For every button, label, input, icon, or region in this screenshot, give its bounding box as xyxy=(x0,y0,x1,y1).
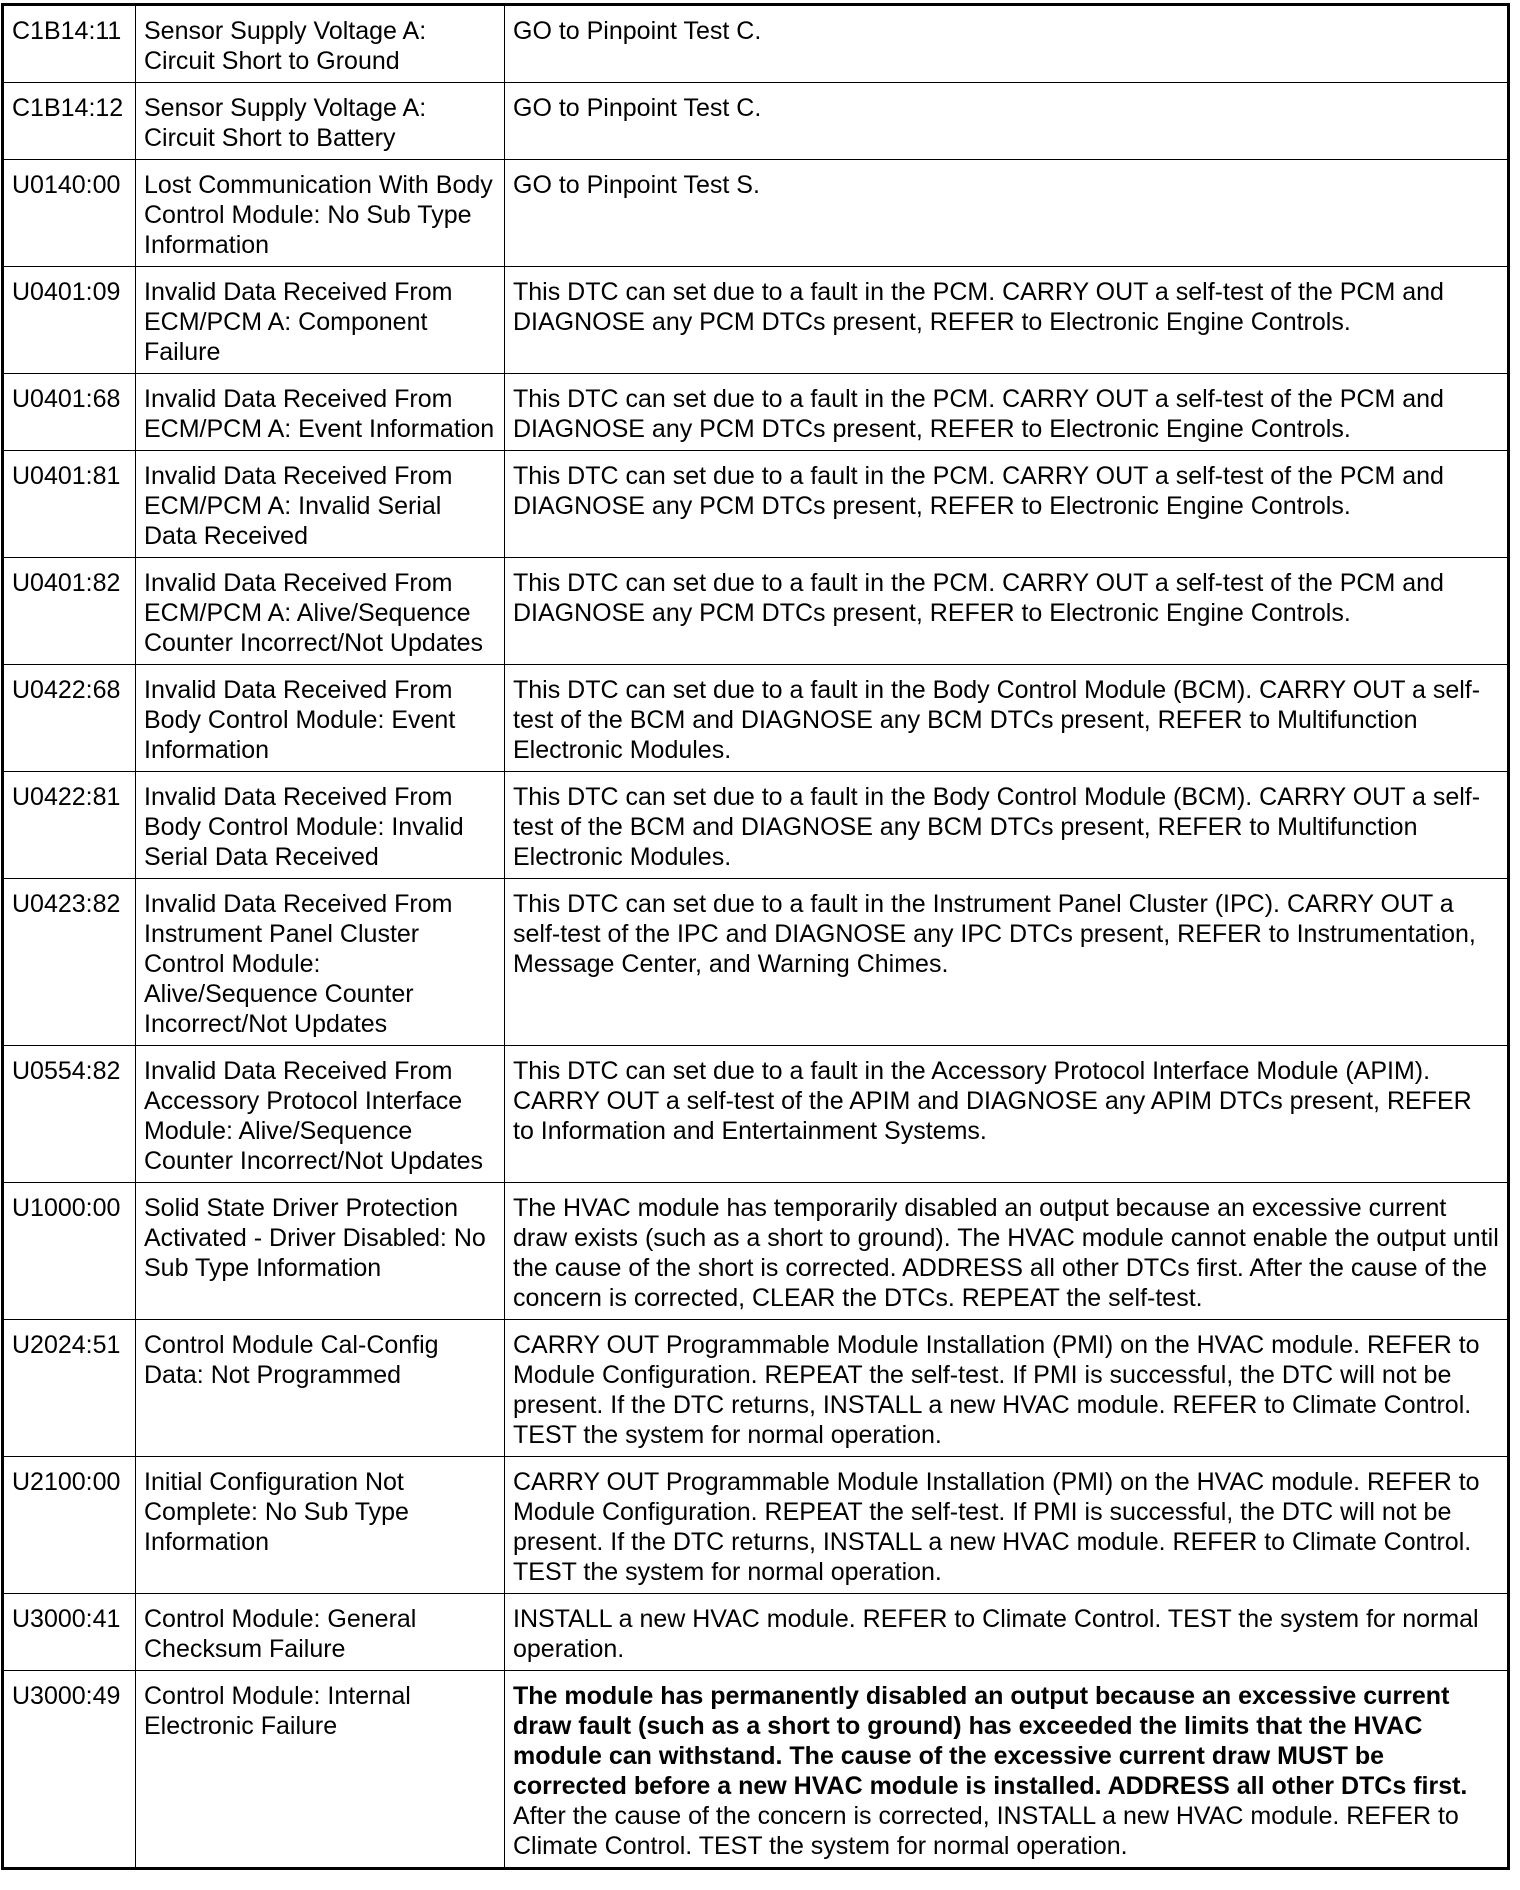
table-row xyxy=(3,772,1509,879)
dtc-action xyxy=(505,267,1509,374)
action-text: After the cause of the concern is corrected, INSTALL a new HVAC module. REFER to Climate Control. TEST the system for normal operation. xyxy=(513,1772,1473,1860)
dtc-code: C1B14:12 xyxy=(3,83,136,160)
dtc-description: Control Module: General Checksum Failure xyxy=(136,1594,505,1671)
action-text: This DTC can set due to a fault in the PCM. CARRY OUT a self-test of the PCM and DIAGNOSE any PCM DTCs present, REFER to Electronic Engine Controls. xyxy=(513,278,1451,336)
dtc-description: Invalid Data Received From ECM/PCM A: Invalid Serial Data Received xyxy=(136,451,505,558)
dtc-action xyxy=(505,1320,1509,1457)
dtc-description: Invalid Data Received From ECM/PCM A: Event Information xyxy=(136,374,505,451)
action-text: This DTC can set due to a fault in the Body Control Module (BCM). CARRY OUT a self-test of the BCM and DIAGNOSE any BCM DTCs present, REFER to Multifunction Electronic Modules. xyxy=(513,783,1481,871)
dtc-table-body xyxy=(3,5,1509,1869)
dtc-action xyxy=(505,1183,1509,1320)
action-text: The HVAC module has temporarily disabled an output because an excessive current draw exists (such as a short to ground). The HVAC module cannot enable the output until the cause of the short is corrected. ADDRESS all other DTCs first. After the cause of the concern is corrected, CLEAR the DTCs. REPEAT the self-test. xyxy=(513,1194,1506,1312)
table-row xyxy=(3,1671,1509,1869)
dtc-code: U3000:49 xyxy=(3,1671,136,1869)
dtc-code: U0140:00 xyxy=(3,160,136,267)
dtc-code: U2024:51 xyxy=(3,1320,136,1457)
dtc-code: U0422:81 xyxy=(3,772,136,879)
table-row xyxy=(3,558,1509,665)
dtc-action xyxy=(505,879,1509,1046)
table-row xyxy=(3,451,1509,558)
dtc-code: U0422:68 xyxy=(3,665,136,772)
dtc-action xyxy=(505,1671,1509,1869)
action-text: This DTC can set due to a fault in the Body Control Module (BCM). CARRY OUT a self-test of the BCM and DIAGNOSE any BCM DTCs present, REFER to Multifunction Electronic Modules. xyxy=(513,676,1481,764)
dtc-code: U0401:68 xyxy=(3,374,136,451)
dtc-action xyxy=(505,558,1509,665)
table-row xyxy=(3,267,1509,374)
dtc-code: U2100:00 xyxy=(3,1457,136,1594)
dtc-description: Invalid Data Received From Body Control Module: Event Information xyxy=(136,665,505,772)
dtc-code: U1000:00 xyxy=(3,1183,136,1320)
dtc-action xyxy=(505,374,1509,451)
table-row xyxy=(3,1594,1509,1671)
dtc-description: Sensor Supply Voltage A: Circuit Short to Ground xyxy=(136,5,505,83)
dtc-description: Initial Configuration Not Complete: No Sub Type Information xyxy=(136,1457,505,1594)
dtc-code: U3000:41 xyxy=(3,1594,136,1671)
table-row xyxy=(3,160,1509,267)
dtc-action xyxy=(505,83,1509,160)
action-text-bold: The module has permanently disabled an output because an excessive current draw fault (such as a short to ground) has exceeded the limits that the HVAC module can withstand. The cause of the excessive current draw MUST be corrected before a new HVAC module is installed. ADDRESS all other DTCs first. xyxy=(513,1682,1468,1800)
dtc-code: U0554:82 xyxy=(3,1046,136,1183)
dtc-code: U0423:82 xyxy=(3,879,136,1046)
dtc-description: Invalid Data Received From ECM/PCM A: Component Failure xyxy=(136,267,505,374)
action-text: This DTC can set due to a fault in the PCM. CARRY OUT a self-test of the PCM and DIAGNOSE any PCM DTCs present, REFER to Electronic Engine Controls. xyxy=(513,569,1451,627)
table-row xyxy=(3,1046,1509,1183)
action-text: CARRY OUT Programmable Module Installation (PMI) on the HVAC module. REFER to Module Configuration. REPEAT the self-test. If PMI is successful, the DTC will not be present. If the DTC returns, INSTALL a new HVAC module. REFER to Climate Control. TEST the system for normal operation. xyxy=(513,1331,1487,1449)
action-text: This DTC can set due to a fault in the PCM. CARRY OUT a self-test of the PCM and DIAGNOSE any PCM DTCs present, REFER to Electronic Engine Controls. xyxy=(513,385,1451,443)
table-row xyxy=(3,1183,1509,1320)
dtc-action xyxy=(505,451,1509,558)
dtc-action xyxy=(505,1457,1509,1594)
dtc-action xyxy=(505,1046,1509,1183)
table-row xyxy=(3,5,1509,83)
dtc-table xyxy=(1,3,1510,1870)
dtc-action xyxy=(505,1594,1509,1671)
table-row xyxy=(3,1457,1509,1594)
dtc-description: Invalid Data Received From ECM/PCM A: Alive/Sequence Counter Incorrect/Not Updates xyxy=(136,558,505,665)
dtc-action xyxy=(505,772,1509,879)
action-text: GO to Pinpoint Test S. xyxy=(513,171,760,199)
dtc-description: Sensor Supply Voltage A: Circuit Short to Battery xyxy=(136,83,505,160)
dtc-description: Control Module: Internal Electronic Failure xyxy=(136,1671,505,1869)
table-row xyxy=(3,665,1509,772)
action-text: INSTALL a new HVAC module. REFER to Climate Control. TEST the system for normal operation. xyxy=(513,1605,1486,1663)
table-row xyxy=(3,1320,1509,1457)
action-text: CARRY OUT Programmable Module Installation (PMI) on the HVAC module. REFER to Module Configuration. REPEAT the self-test. If PMI is successful, the DTC will not be present. If the DTC returns, INSTALL a new HVAC module. REFER to Climate Control. TEST the system for normal operation. xyxy=(513,1468,1487,1586)
dtc-description: Solid State Driver Protection Activated - Driver Disabled: No Sub Type Information xyxy=(136,1183,505,1320)
dtc-code: U0401:81 xyxy=(3,451,136,558)
dtc-code: C1B14:11 xyxy=(3,5,136,83)
dtc-action xyxy=(505,160,1509,267)
dtc-description: Invalid Data Received From Instrument Panel Cluster Control Module: Alive/Sequence Counter Incorrect/Not Updates xyxy=(136,879,505,1046)
table-row xyxy=(3,83,1509,160)
dtc-description: Lost Communication With Body Control Module: No Sub Type Information xyxy=(136,160,505,267)
action-text: This DTC can set due to a fault in the Instrument Panel Cluster (IPC). CARRY OUT a self-test of the IPC and DIAGNOSE any IPC DTCs present, REFER to Instrumentation, Message Center, and Warning Chimes. xyxy=(513,890,1483,978)
dtc-action xyxy=(505,665,1509,772)
dtc-code: U0401:09 xyxy=(3,267,136,374)
action-text: GO to Pinpoint Test C. xyxy=(513,17,762,45)
dtc-description: Invalid Data Received From Body Control Module: Invalid Serial Data Received xyxy=(136,772,505,879)
dtc-description: Invalid Data Received From Accessory Protocol Interface Module: Alive/Sequence Counter Incorrect/Not Updates xyxy=(136,1046,505,1183)
table-row xyxy=(3,879,1509,1046)
dtc-description: Control Module Cal-Config Data: Not Programmed xyxy=(136,1320,505,1457)
table-row xyxy=(3,374,1509,451)
action-text: GO to Pinpoint Test C. xyxy=(513,94,762,122)
dtc-code: U0401:82 xyxy=(3,558,136,665)
action-text: This DTC can set due to a fault in the Accessory Protocol Interface Module (APIM). CARRY OUT a self-test of the APIM and DIAGNOSE any APIM DTCs present, REFER to Information and Entertainment Systems. xyxy=(513,1057,1479,1145)
action-text: This DTC can set due to a fault in the PCM. CARRY OUT a self-test of the PCM and DIAGNOSE any PCM DTCs present, REFER to Electronic Engine Controls. xyxy=(513,462,1451,520)
dtc-action xyxy=(505,5,1509,83)
